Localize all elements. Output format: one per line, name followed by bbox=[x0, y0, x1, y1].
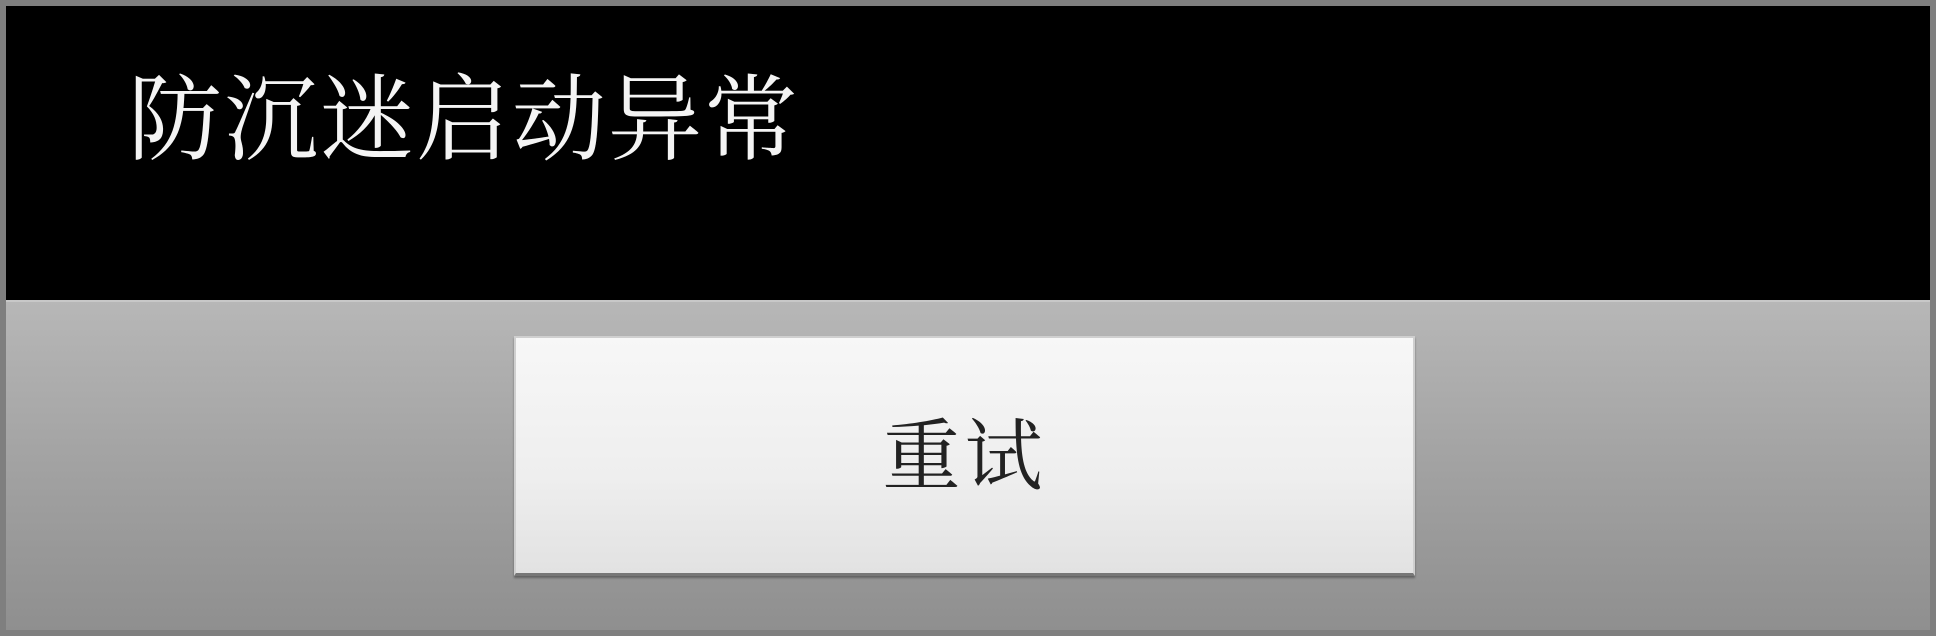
dialog-title-bar bbox=[6, 6, 1930, 300]
retry-button-label: 重试 bbox=[882, 411, 1047, 500]
dialog-title: 防沉迷启动异常 bbox=[128, 66, 801, 175]
dialog-button-bar bbox=[6, 300, 1930, 630]
retry-button[interactable] bbox=[514, 336, 1415, 576]
